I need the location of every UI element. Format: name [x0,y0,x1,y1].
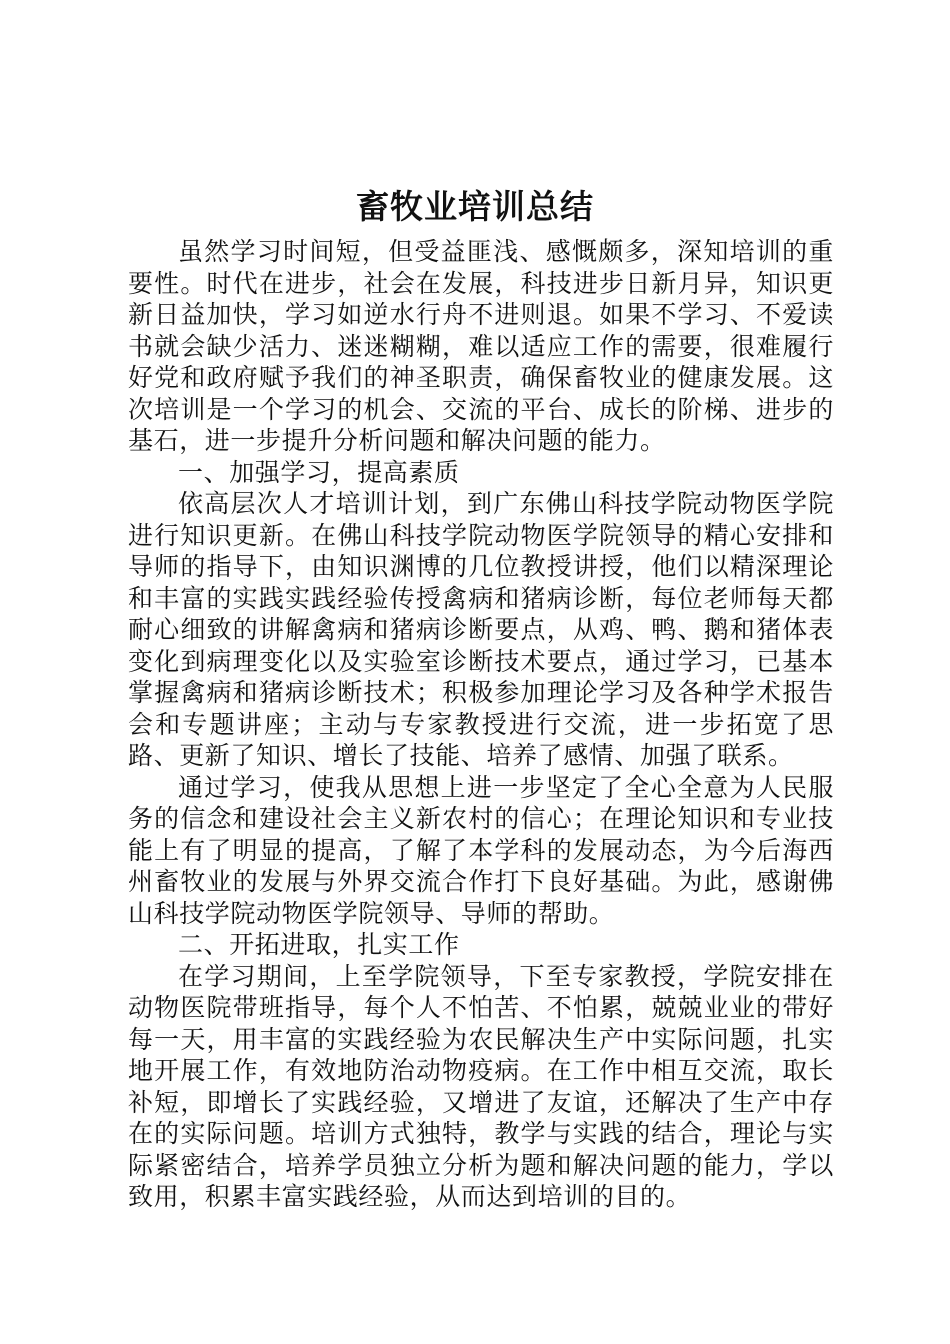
document-title: 畜牧业培训总结 [356,187,594,226]
intro-paragraph: 虽然学习时间短，但受益匪浅、感慨颇多，深知培训的重要性。时代在进步，社会在发展，科技进步日新月异，知识更新日益加快，学习如逆水行舟不进则退。如果不学习、不爱读书就会缺少活力、迷迷糊糊，难以适应工作的需要，很难履行好党和政府赋予我们的神圣职责，确保畜牧业的健康发展。这次培训是一个学习的机会、交流的平台、成长的阶梯、进步的基石，进一步提升分析问题和解决问题的能力。 [128,237,834,455]
section-heading-2: 二、开拓进取，扎实工作 [178,930,460,959]
section-1-paragraph-1: 依高层次人才培训计划，到广东佛山科技学院动物医学院进行知识更新。在佛山科技学院动物医学院领导的精心安排和导师的指导下，由知识渊博的几位教授讲授，他们以精深理论和丰富的实践实践经验传授禽病和猪病诊断，每位老师每天都耐心细致的讲解禽病和猪病诊断要点，从鸡、鸭、鹅和猪体表变化到病理变化以及实验室诊断技术要点，通过学习，已基本掌握禽病和猪病诊断技术；积极参加理论学习及各种学术报告会和专题讲座；主动与专家教授进行交流，进一步拓宽了思路、更新了知识、增长了技能、培养了感情、加强了联系。 [128,489,834,770]
section-heading-1: 一、加强学习，提高素质 [178,457,460,487]
section-1-paragraph-2: 通过学习，使我从思想上进一步坚定了全心全意为人民服务的信念和建设社会主义新农村的信心；在理论知识和专业技能上有了明显的提高，了解了本学科的发展动态，为今后海西州畜牧业的发展与外界交流合作打下良好基础。为此，感谢佛山科技学院动物医学院领导、导师的帮助。 [128,772,834,928]
section-2-paragraph-1: 在学习期间，上至学院领导，下至专家教授，学院安排在动物医院带班指导，每个人不怕苦、不怕累，兢兢业业的带好每一天，用丰富的实践经验为农民解决生产中实际问题，扎实地开展工作，有效地防治动物疫病。在工作中相互交流，取长补短，即增长了实践经验，又增进了友谊，还解决了生产中存在的实际问题。培训方式独特，教学与实践的结合，理论与实际紧密结合，培养学员独立分析为题和解决问题的能力，学以致用，积累丰富实践经验，从而达到培训的目的。 [128,961,834,1211]
document-body [128,236,834,1213]
